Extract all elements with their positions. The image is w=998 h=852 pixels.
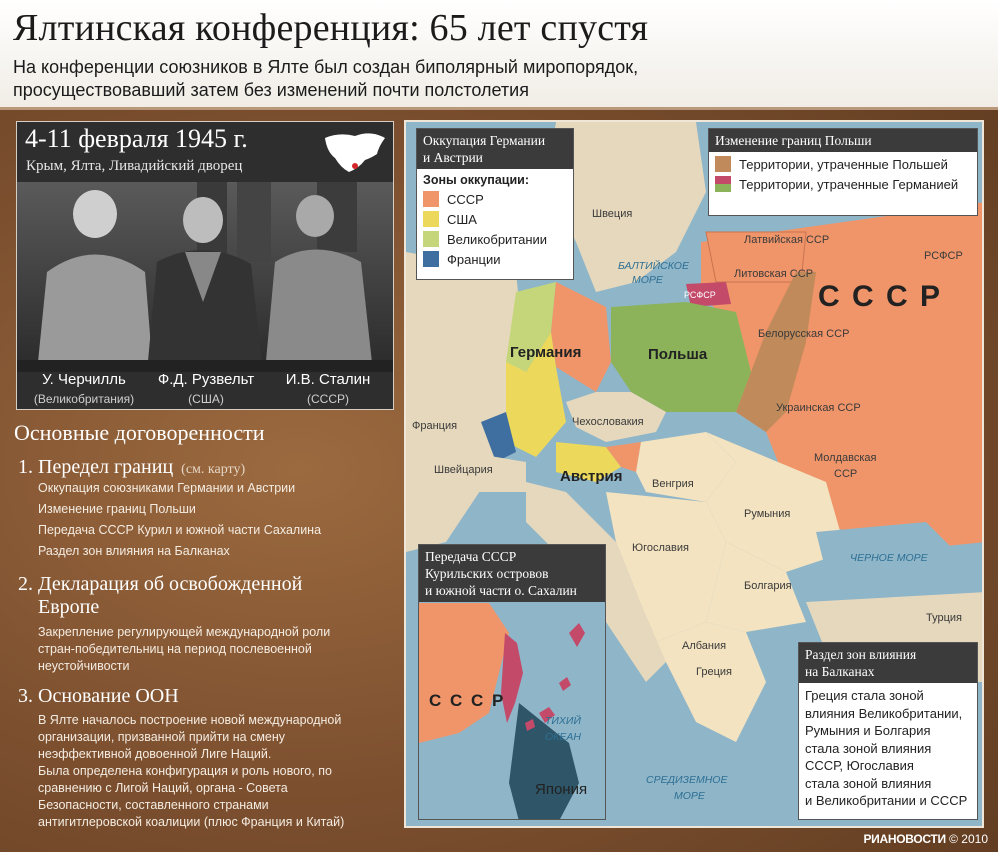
map-label-lithuania: Литовская ССР	[734, 268, 814, 280]
agreement-3-line: Безопасности, составленного странами	[38, 798, 269, 812]
swatch-lost-by-poland	[715, 156, 731, 172]
agreement-1-line: Изменение границ Польши	[38, 502, 196, 516]
header	[0, 0, 998, 110]
map-label-sweden: Швеция	[592, 208, 633, 220]
agreement-2-line: неустойчивости	[38, 659, 130, 673]
agreements-title: Основные договоренности	[14, 420, 265, 445]
balkan-line: влияния Великобритании,	[805, 705, 963, 721]
page-title: Ялтинская конференция: 65 лет спустя	[13, 7, 649, 49]
map-label-romania: Румыния	[744, 508, 791, 520]
conference-date: 4-11 февраля 1945 г.	[25, 124, 248, 153]
agreement-3-line: В Ялте началось построение новой международной	[38, 713, 342, 727]
map-label-belarus: Белорусская ССР	[758, 328, 850, 340]
map-label-mediterranean: СРЕДИЗЕМНОЕ	[646, 774, 728, 786]
subtitle-line: На конференции союзников в Ялте был создан биполярный миропорядок,	[13, 57, 639, 77]
kuril-inset-ocean: ТИХИЙ	[545, 715, 581, 727]
subtitle-line: просуществовавший затем без изменений почти полстолетия	[13, 80, 529, 100]
agreement-3-line: сравнению с Лигой Наций, органа - Совета	[38, 781, 288, 795]
map-label-switzerland: Швейцария	[434, 464, 493, 476]
kuril-inset-title-line: Курильских островов	[425, 566, 549, 581]
map-label-rsfsr-small: РСФСР	[684, 290, 716, 300]
map-label-germany: Германия	[510, 344, 582, 361]
kuril-inset-title	[419, 545, 605, 602]
agreement-2-line: Закрепление регулирующей международной роли	[38, 625, 331, 639]
balkan-line: стала зоной влияния	[805, 775, 932, 791]
map-label-moldova-ssr: ССР	[834, 468, 858, 480]
kuril-inset	[418, 544, 606, 820]
person-country-roosevelt: (США)	[188, 392, 224, 406]
map-label-austria: Австрия	[560, 468, 623, 485]
legend-zone-ussr	[423, 191, 567, 207]
legend-label: СССР	[447, 191, 484, 207]
map-label-ukraine: Украинская ССР	[776, 402, 861, 414]
page-subtitle	[13, 56, 773, 102]
kuril-inset-title-line: и южной части о. Сахалин	[425, 583, 577, 598]
map-label-albania: Албания	[682, 640, 727, 652]
map-label-poland: Польша	[648, 346, 708, 363]
legend-zone-usa	[423, 211, 567, 227]
legend-lost-by-germany	[715, 176, 971, 192]
balkan-legend	[798, 642, 978, 820]
footer-brand	[863, 832, 988, 846]
balkan-line: СССР, Югославия	[805, 758, 914, 773]
swatch-uk	[423, 231, 439, 247]
balkan-line: Греция стала зоной	[805, 688, 924, 703]
agreement-3-title: 3. Основание ООН	[18, 685, 179, 707]
poland-legend-title: Изменение границ Польши	[709, 129, 977, 152]
agreement-2-line: стран-победительниц на период послевоенной	[38, 642, 312, 656]
occupation-legend	[416, 128, 574, 280]
agreement-3-line: организации, призванной прийти на смену	[38, 730, 286, 744]
poland-legend	[708, 128, 978, 216]
kuril-inset-japan: Япония	[535, 781, 588, 798]
swatch-lost-by-germany	[715, 176, 731, 192]
agreement-1-title	[18, 455, 245, 482]
agreement-1-line: Передача СССР Курил и южной части Сахалина	[38, 523, 322, 537]
crimea-map-icon	[319, 128, 391, 178]
balkan-legend-title-line: Раздел зон влияния	[805, 647, 917, 662]
conference-place: Крым, Ялта, Ливадийский дворец	[26, 158, 243, 174]
agreement-3-line: антигитлеровской коалиции (плюс Франция и Китай)	[38, 815, 345, 829]
map-label-mediterranean-2: МОРЕ	[674, 790, 705, 802]
agreement-3-line: неэффективной довоенной Лиге Наций.	[38, 747, 272, 761]
person-name-roosevelt: Ф.Д. Рузвельт	[157, 371, 255, 388]
map-label-baltic-sea: БАЛТИЙСКОЕ	[618, 260, 689, 272]
legend-label: США	[447, 211, 477, 227]
brand-logo: РИАНОВОСТИ	[863, 832, 946, 846]
occupation-legend-title-line: и Австрии	[423, 150, 483, 165]
legend-label: Великобритании	[447, 231, 548, 247]
balkan-line: Румыния и Болгария	[805, 723, 931, 738]
person-name-stalin: И.В. Сталин	[285, 371, 371, 388]
map-label-yugoslavia: Югославия	[632, 542, 689, 554]
legend-zone-uk	[423, 231, 567, 247]
map-label-rsfsr: РСФСР	[924, 250, 963, 262]
kuril-inset-ussr: С С С Р	[429, 691, 506, 710]
map-label-france: Франция	[412, 420, 458, 432]
person-name-churchill: У. Черчилль	[42, 371, 126, 388]
kuril-inset-ocean-2: ОКЕАН	[545, 731, 581, 743]
map-label-moldova: Молдавская	[814, 452, 877, 464]
agreement-1-line: Оккупация союзниками Германии и Австрии	[38, 481, 296, 495]
map-label-black-sea: ЧЕРНОЕ МОРЕ	[850, 552, 928, 564]
balkan-line: стала зоной влияния	[805, 740, 932, 756]
balkan-line: и Великобритании и СССР	[805, 793, 968, 808]
kuril-inset-title-line: Передача СССР	[425, 549, 517, 564]
person-country-stalin: (СССР)	[307, 392, 349, 406]
europe-map	[404, 120, 984, 828]
map-label-latvia: Латвийская ССР	[744, 234, 830, 246]
agreement-2-title-cont: Европе	[38, 596, 100, 618]
agreement-1-line: Раздел зон влияния на Балканах	[38, 544, 230, 558]
balkan-legend-title-line: на Балканах	[805, 664, 875, 679]
agreement-3-line: Была определена конфигурация и роль нового, по	[38, 764, 332, 778]
map-label-czechoslovakia: Чехословакия	[572, 416, 644, 428]
balkan-legend-title	[799, 643, 977, 683]
photo-panel	[16, 121, 394, 410]
legend-lost-by-poland	[715, 156, 971, 172]
person-country-churchill: (Великобритания)	[33, 392, 135, 406]
agreement-1-title-text: 1. Передел границ	[18, 456, 174, 478]
zones-label: Зоны оккупации:	[423, 173, 529, 187]
map-label-hungary: Венгрия	[652, 478, 694, 490]
swatch-france	[423, 251, 439, 267]
swatch-ussr	[423, 191, 439, 207]
map-label-baltic-sea-2: МОРЕ	[632, 274, 663, 286]
legend-label: Территории, утраченные Польшей	[739, 156, 948, 172]
map-label-bulgaria: Болгария	[744, 580, 792, 592]
occupation-legend-title	[417, 129, 573, 169]
map-label-greece: Греция	[696, 666, 732, 678]
legend-label: Франции	[447, 251, 501, 267]
balkan-legend-text	[799, 683, 977, 814]
see-map-note: (см. карту)	[181, 462, 246, 477]
occupation-legend-title-line: Оккупация Германии	[423, 133, 546, 148]
map-label-turkey: Турция	[926, 612, 962, 624]
agreement-2-title: 2. Декларация об освобожденной	[18, 573, 303, 595]
copyright: © 2010	[949, 832, 988, 846]
map-label-ussr: С С С Р	[818, 280, 943, 313]
legend-zone-france	[423, 251, 567, 267]
swatch-usa	[423, 211, 439, 227]
legend-label: Территории, утраченные Германией	[739, 176, 959, 192]
